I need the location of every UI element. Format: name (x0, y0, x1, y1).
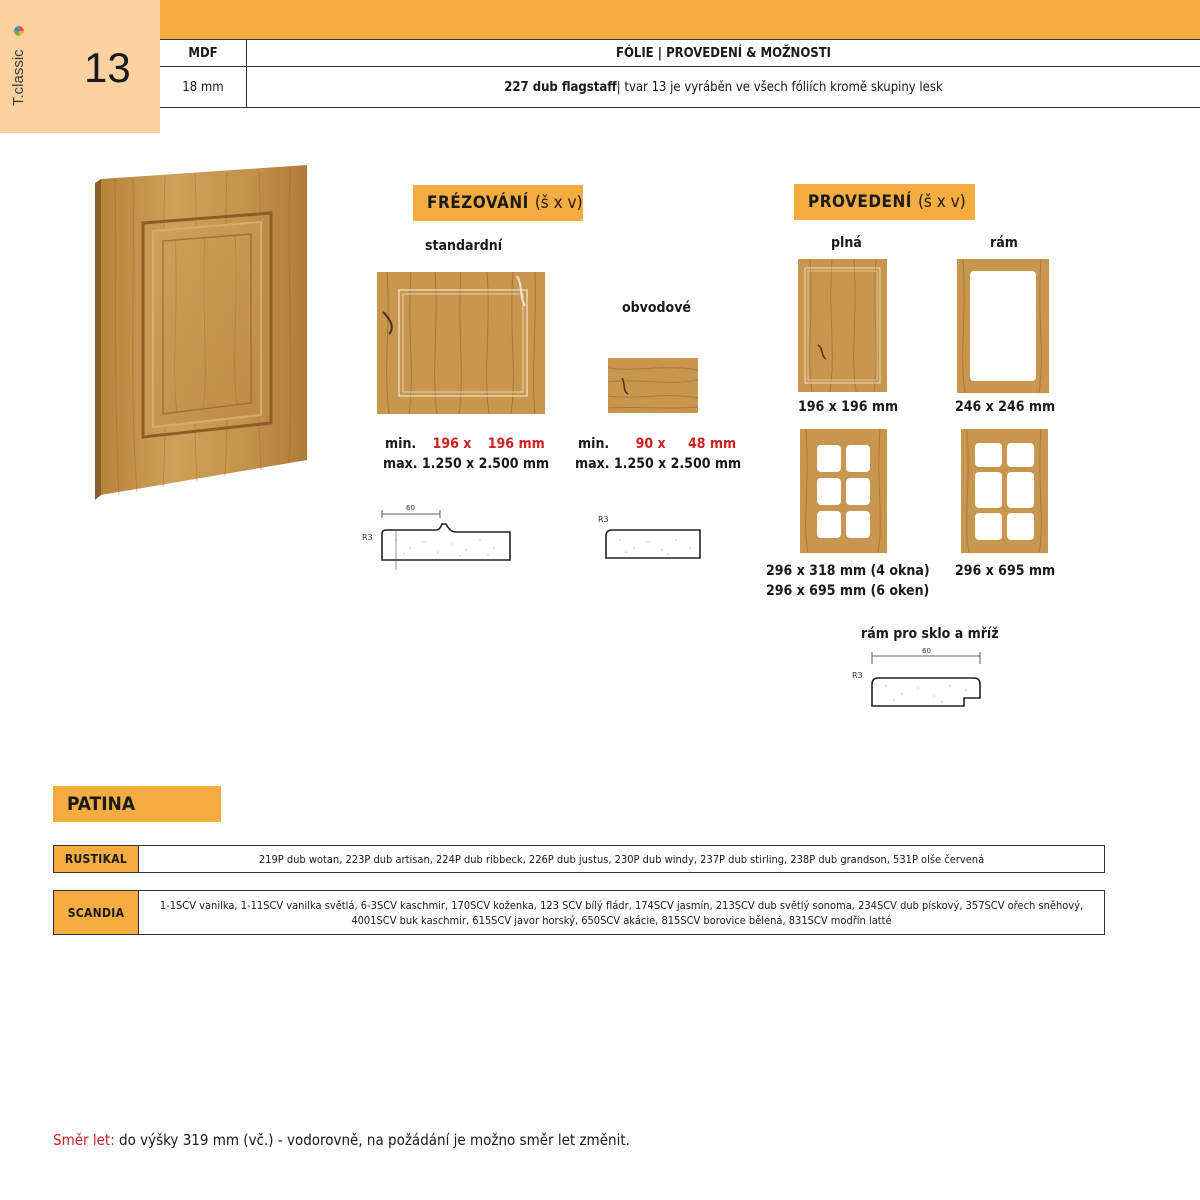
door-product-image (95, 165, 310, 500)
patina-rustikal-row (53, 845, 1105, 873)
patina-scandia-line-1: 1-1SCV vanilka, 1-11SCV vanilka světlá, 6-3SCV kaschmir, 170SCV koženka, 123 SCV bílý fládr, 174SCV jasmín, 213SCV dub světlý sonoma, 234SCV dub pískový, 357SCV ořech sněhový, (159, 898, 1084, 912)
page-tab (0, 0, 160, 133)
spec-header-foil: FÓLIE | PROVEDENÍ & MOŽNOSTI (615, 45, 832, 61)
perimeter-min-label: min. (578, 436, 610, 452)
page-number: 13 (84, 44, 131, 91)
perimeter-profile-radius: R3 (598, 515, 609, 524)
patina-rustikal-label: RUSTIKAL (54, 846, 139, 872)
design-frame-size: 246 x 246 mm (955, 399, 1056, 415)
patina-scandia-row (53, 890, 1105, 935)
design-title: PROVEDENÍ (808, 192, 912, 212)
spec-foil (247, 67, 1200, 107)
frame-door-sample (957, 259, 1049, 393)
milling-perimeter-label: obvodové (622, 300, 691, 316)
patina-rustikal-value: 219P dub wotan, 223P dub artisan, 224P dub ribbeck, 226P dub justus, 230P dub windy, 237P dub stirling, 238P dub grandson, 531P olše červená (258, 852, 985, 866)
glass-frame-profile-drawing (850, 642, 990, 712)
grain-direction-note (53, 1131, 630, 1149)
foil-note: | tvar 13 je vyráběn ve všech fóliích kromě skupiny lesk (616, 79, 943, 95)
perimeter-milling-sample (608, 358, 698, 413)
milling-unit: (š x v) (534, 193, 583, 213)
grid-frame-door-sample (961, 429, 1048, 553)
brand-logo (8, 26, 34, 108)
patina-scandia-line-2: 4001SCV buk kaschmir, 615SCV javor horský, 650SCV akácie, 815SCV borovice bělená, 831SCV modřín latté (351, 913, 892, 927)
design-solid-label: plná (831, 235, 862, 251)
standard-min-size (385, 436, 545, 452)
design-solid-size: 196 x 196 mm (798, 399, 899, 415)
milling-section-label (413, 185, 583, 221)
grid-door-size-1: 296 x 318 mm (4 okna) (766, 563, 930, 579)
spec-header-material: MDF (160, 40, 247, 66)
grid-frame-size: 296 x 695 mm (955, 563, 1056, 579)
grid-door-6-sample (800, 429, 887, 553)
standard-profile-drawing (360, 500, 520, 572)
standard-profile-width: 60 (406, 504, 415, 512)
perimeter-min-size (578, 436, 736, 452)
patina-scandia-label: SCANDIA (54, 891, 139, 934)
grain-direction-label: Směr let: (53, 1131, 115, 1149)
standard-min-height: 196 mm (487, 436, 545, 452)
grain-direction-text: do výšky 319 mm (vč.) - vodorovně, na požádání je možno směr let změnit. (114, 1131, 630, 1149)
design-section-label (794, 184, 975, 220)
perimeter-min-width: 90 x (635, 436, 666, 452)
perimeter-profile-drawing (596, 512, 706, 564)
perimeter-min-height: 48 mm (688, 436, 737, 452)
standard-min-label: min. (385, 436, 417, 452)
header-band (160, 0, 1200, 39)
brand-name: T.classic (10, 49, 27, 106)
standard-milling-sample (377, 272, 545, 414)
milling-title: FRÉZOVÁNÍ (427, 193, 529, 213)
milling-standard-label: standardní (425, 238, 503, 254)
standard-max-size: max. 1.250 x 2.500 mm (383, 456, 550, 472)
grid-door-size-2: 296 x 695 mm (6 oken) (766, 583, 930, 599)
brand-logo-icon (14, 26, 24, 36)
glass-frame-profile-radius: R3 (852, 671, 863, 680)
spec-value-row (160, 67, 1200, 107)
standard-min-width: 196 x (432, 436, 472, 452)
design-unit: (š x v) (917, 192, 966, 212)
spec-thickness: 18 mm (160, 67, 247, 107)
solid-door-sample (798, 259, 887, 392)
spec-header-row (160, 40, 1200, 67)
patina-scandia-value (139, 891, 1104, 934)
patina-section-label: PATINA (53, 786, 221, 822)
standard-profile-radius: R3 (362, 533, 373, 542)
spec-table (160, 39, 1200, 108)
perimeter-max-size: max. 1.250 x 2.500 mm (575, 456, 742, 472)
foil-name: 227 dub flagstaff (504, 79, 617, 95)
glass-frame-label: rám pro sklo a mříž (861, 626, 999, 642)
design-frame-label: rám (990, 235, 1018, 251)
glass-frame-profile-width: 60 (922, 647, 931, 655)
